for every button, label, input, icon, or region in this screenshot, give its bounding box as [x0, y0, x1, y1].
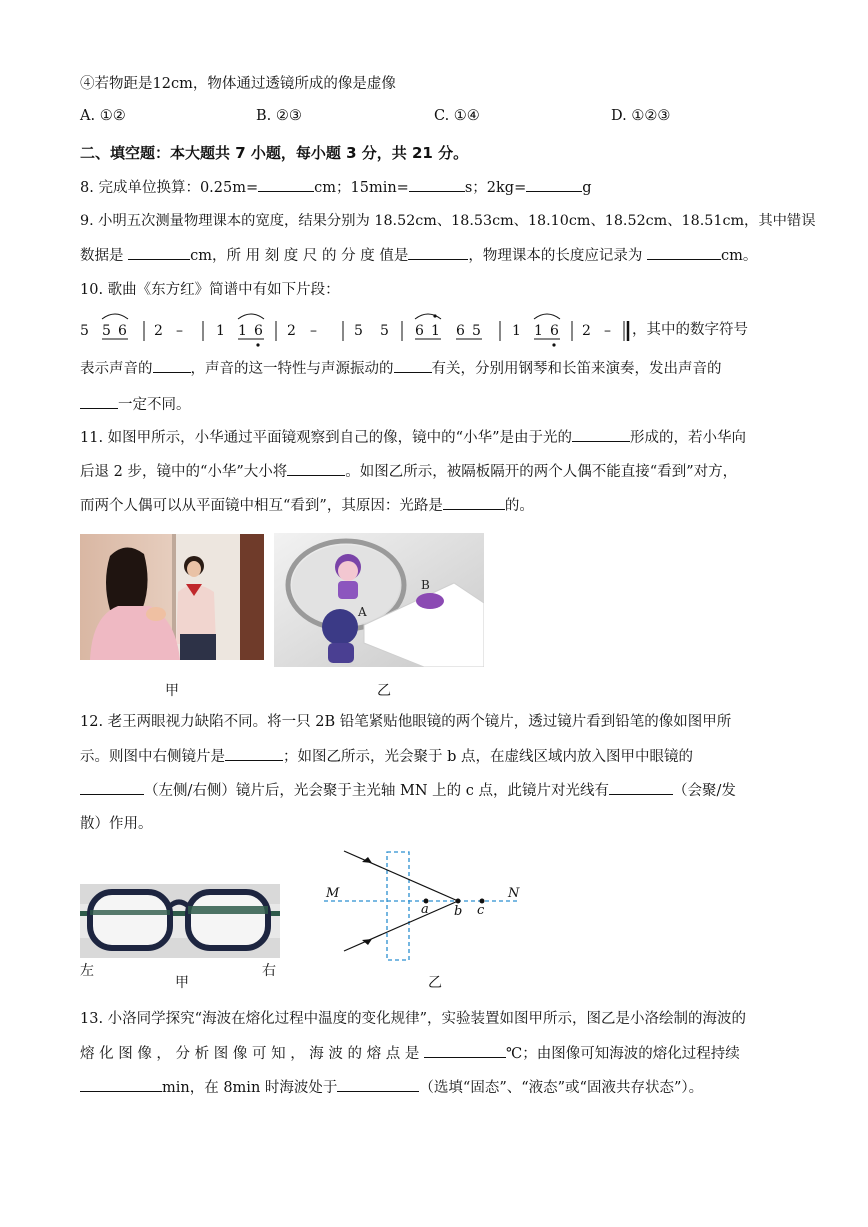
q11-text-f: 的。: [504, 498, 534, 514]
note: 2: [582, 323, 591, 339]
note: 1: [238, 323, 247, 339]
q9-line-2: [80, 245, 757, 266]
q12-text-d: （会聚/发: [672, 783, 736, 799]
q10-line-1: 10. 歌曲《东方红》简谱中有如下片段：: [80, 282, 340, 298]
q9-blank-3[interactable]: [647, 245, 721, 260]
note: 5: [472, 323, 481, 339]
point-b: [456, 899, 461, 904]
q9-text-c: ，物理课本的长度应记录为: [468, 248, 643, 264]
q7-option-c: C. ①④: [434, 108, 480, 124]
q9-text-a: 数据是: [80, 248, 124, 264]
q12-figure-yi-optics-diagram: [320, 845, 530, 965]
left-lens: [90, 892, 170, 948]
q7-statement-4: ④若物距是12cm，物体通过透镜所成的像是虚像: [80, 76, 396, 92]
q9-blank-2[interactable]: [408, 245, 468, 260]
right-lens: [188, 892, 268, 948]
q10-blank-2[interactable]: [394, 358, 432, 373]
label-a: A: [358, 605, 367, 619]
q10-numbered-notation: [72, 305, 632, 351]
note: 6: [550, 323, 559, 339]
ray-upper: [344, 851, 458, 901]
note: 6: [118, 323, 127, 339]
q9-line-1: 9. 小明五次测量物理课本的宽度，结果分别为 18.52cm、18.53cm、18.10cm、18.52cm、18.51cm，其中错误: [80, 213, 816, 229]
note: 1: [512, 323, 521, 339]
q7-option-d: D. ①②③: [611, 108, 671, 124]
mirror-frame: [240, 534, 264, 660]
q8-text-a: 8. 完成单位换算：0.25m=: [80, 180, 259, 196]
q11-line-1: [80, 427, 746, 448]
q13-blank-3[interactable]: [337, 1077, 419, 1092]
q11-line-3: [80, 495, 534, 516]
label-a: a: [421, 902, 429, 917]
q13-line-2: [80, 1043, 740, 1064]
q12-text-b: ；如图乙所示，光会聚于 b 点，在虚线区域内放入图甲中眼镜的: [283, 749, 693, 765]
q13-text-c: min，在 8min 时海波处于: [162, 1080, 338, 1096]
q13-line-3: [80, 1077, 703, 1098]
girl-hair: [106, 547, 148, 610]
note: 1: [431, 323, 440, 339]
q9-blank-1[interactable]: [128, 245, 190, 260]
note: 2: [287, 323, 296, 339]
q11-blank-3[interactable]: [443, 495, 505, 510]
q12-line-1: 12. 老王两眼视力缺陷不同。将一只 2B 铅笔紧贴他眼镜的两个镜片，透过镜片看到铅笔的像如图甲所: [80, 714, 732, 730]
q12-blank-3[interactable]: [609, 780, 673, 795]
q12-line-3: [80, 780, 736, 801]
q12-line-4: 散）作用。: [80, 816, 153, 832]
q7-option-a: A. ①②: [80, 108, 126, 124]
note: 6: [254, 323, 263, 339]
q12-label-right: 右: [262, 963, 276, 979]
q13-text-d: （选填“固态”、“液态”或“固液共存状态”）。: [419, 1080, 704, 1096]
q12-figure-jia-glasses: [80, 884, 280, 958]
label-b: b: [454, 904, 463, 919]
q11-text-a: 11. 如图甲所示，小华通过平面镜观察到自己的像，镜中的“小华”是由于光的: [80, 430, 572, 446]
q12-blank-1[interactable]: [225, 746, 283, 761]
q7-option-b: B. ②③: [256, 108, 302, 124]
note: 5: [380, 323, 389, 339]
q11-figure-jia-photo: [80, 534, 264, 660]
q11-line-2: [80, 461, 737, 482]
q11-caption-jia: 甲: [165, 683, 179, 699]
q8-blank-3[interactable]: [526, 177, 582, 192]
q13-blank-1[interactable]: [424, 1043, 506, 1058]
note: 5: [80, 323, 89, 339]
note: –: [176, 323, 183, 339]
q11-text-d: 。如图乙所示，被隔板隔开的两个人偶不能直接“看到”对方，: [345, 464, 738, 480]
label-m: M: [326, 886, 340, 901]
q11-text-c: 后退 2 步，镜中的“小华”大小将: [80, 464, 288, 480]
q12-caption-yi: 乙: [428, 975, 442, 991]
note: 2: [154, 323, 163, 339]
note: 1: [534, 323, 543, 339]
label-n: N: [508, 886, 520, 901]
q8-text-d: g: [582, 180, 592, 196]
q12-blank-2[interactable]: [80, 780, 144, 795]
q13-text-a: 熔 化 图 像 ， 分 析 图 像 可 知 ， 海 波 的 熔 点 是: [80, 1046, 420, 1062]
q12-label-left: 左: [80, 963, 94, 979]
q10-line-2: [80, 358, 722, 379]
q11-blank-1[interactable]: [572, 427, 630, 442]
q13-line-1: 13. 小洛同学探究“海波在熔化过程中温度的变化规律”，实验装置如图甲所示，图乙是小洛绘制的海波的: [80, 1011, 746, 1027]
q13-text-b: ℃；由图像可知海波的熔化过程持续: [505, 1046, 740, 1062]
slur: [102, 314, 128, 319]
q11-caption-yi: 乙: [377, 683, 391, 699]
label-b: B: [421, 578, 430, 592]
q10-text-d: 一定不同。: [118, 397, 191, 413]
note: 5: [354, 323, 363, 339]
doll-a: [322, 609, 358, 645]
q10-text-b: ，声音的这一特性与声源振动的: [190, 361, 394, 377]
q8-text-b: cm；15min=: [314, 180, 409, 196]
q9-text-d: cm。: [720, 248, 758, 264]
q8-text-c: s；2kg=: [464, 180, 527, 196]
note: 1: [216, 323, 225, 339]
note: –: [310, 323, 317, 339]
q8: [80, 177, 592, 198]
note: 6: [456, 323, 465, 339]
q8-blank-1[interactable]: [258, 177, 314, 192]
q9-text-b: cm，所 用 刻 度 尺 的 分 度 值是: [190, 248, 409, 264]
label-c: c: [477, 903, 485, 918]
dashed-region: [387, 852, 409, 960]
note: –: [604, 323, 611, 339]
low-octave-dot: [256, 343, 259, 346]
q12-text-c: （左侧/右侧）镜片后，光会聚于主光轴 MN 上的 c 点，此镜片对光线有: [144, 783, 609, 799]
q11-text-e: 而两个人偶可以从平面镜中相互“看到”，其原因：光路是: [80, 498, 443, 514]
q11-figure-yi-photo: [274, 533, 484, 667]
note: 5: [102, 323, 111, 339]
note: 6: [415, 323, 424, 339]
q12-text-a: 示。则图中右侧镜片是: [80, 749, 225, 765]
q12-line-2: [80, 746, 693, 767]
q10-blank-1[interactable]: [153, 358, 191, 373]
q10-blank-3[interactable]: [80, 394, 118, 409]
section-2-heading: 二、填空题：本大题共 7 小题，每小题 3 分，共 21 分。: [80, 144, 469, 162]
q10-text-a: 表示声音的: [80, 361, 153, 377]
ray-lower: [344, 901, 458, 951]
q11-text-b: 形成的，若小华向: [630, 430, 746, 446]
q13-blank-2[interactable]: [80, 1077, 162, 1092]
q11-blank-2[interactable]: [287, 461, 345, 476]
q12-caption-jia: 甲: [175, 975, 189, 991]
q10-score-tail: ，其中的数字符号: [632, 322, 748, 338]
q10-text-c: 有关，分别用钢琴和长笛来演奏，发出声音的: [431, 361, 722, 377]
q8-blank-2[interactable]: [409, 177, 465, 192]
q10-line-3: [80, 394, 191, 415]
